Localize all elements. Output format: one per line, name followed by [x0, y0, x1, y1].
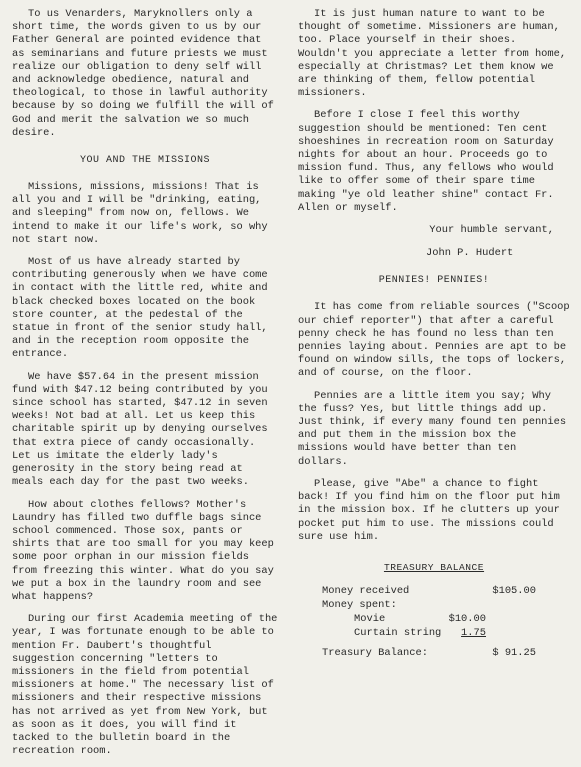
body-paragraph: How about clothes fellows? Mother's Laundry has filled two duffle bags since school commenced. Those sox, pants or shirts that are too small for you may keep some poor orphan in our mission fields from freezing this winter. What do you say we put a box in the laundry room and see what happens?	[12, 498, 274, 603]
treasury-balance-label: Treasury Balance:	[322, 646, 429, 659]
closing-line: Your humble servant,	[429, 224, 554, 237]
body-paragraph: We have $57.64 in the present mission fund with $47.12 being contributed by you since school has started, $47.12 in seven weeks! Not bad at all. Let us keep this charitable spirit up by denying ourselves that extra piece of candy occasionally. Let us imitate the elderly lady's generosity in the story being read at meals each day for the past two weeks.	[12, 370, 268, 489]
money-spent-label: Money spent:	[322, 598, 397, 611]
pennies-heading: PENNIES! PENNIES!	[378, 275, 490, 287]
curtain-value: 1.75	[461, 626, 486, 639]
money-received-value: $105.00	[492, 584, 536, 597]
right-column	[298, 8, 570, 661]
treasury-balance-value: $ 91.25	[492, 646, 536, 659]
treasury-row-received	[298, 585, 570, 599]
section-heading: YOU AND THE MISSIONS	[79, 155, 211, 167]
pennies-paragraph: Please, give "Abe" a chance to fight back! If you find him on the floor put him in the mission box. If he clutters up your pocket put him to use. The missions could sure use him.	[298, 477, 560, 543]
curtain-label: Curtain string	[354, 626, 442, 639]
pennies-paragraph: It has come from reliable sources ("Scoop our chief reporter") that after a careful penny check he has found no less than ten pennies laying about. Pennies are apt to be found on window sills, the tops of lockers, and of course, on the floor.	[298, 301, 570, 380]
body-paragraph: Most of us have already started by contributing generously when we have come in contact with the little red, white and black checked boxes located on the book store counter, at the pedestal of the statue in front of the senior study hall, and in the reception room opposite the entrance.	[12, 256, 268, 361]
body-paragraph: During our first Academia meeting of the year, I was fortunate enough to be able to mention Fr. Daubert's thoughtful suggestion concerning "letters to missioners in the field from potential missioners at home." The necessary list of missioners and their respective missions has not arrived as yet from New York, but as soon as it does, you will find it tacked to the bulletin board in the recreation room.	[12, 613, 278, 758]
movie-label: Movie	[354, 612, 386, 625]
treasury-row-spent	[298, 599, 570, 613]
treasury-row-balance	[298, 647, 570, 661]
pennies-paragraph: Pennies are a little item you say; Why the fuss? Yes, but little things add up. Just think, if every many found ten pennies and put them in the mission box the missions would have better than ten dollars.	[298, 389, 567, 468]
body-paragraph: Missions, missions, missions! That is all you and I will be "drinking, eating, and sleeping" from now on, fellows. We intend to make it our life's work, so why not start now.	[12, 181, 268, 246]
letter-paragraph: It is just human nature to want to be thought of sometime. Missioners are human, too. Place yourself in their shoes. Wouldn't you appreciate a letter from home, especially at Christmas? Let them know we are thinking of them, fellow potential missioners.	[298, 8, 567, 100]
treasury-title: TREASURY BALANCE	[383, 561, 485, 573]
signature-name: John P. Hudert	[426, 247, 514, 260]
movie-value: $10.00	[448, 612, 486, 625]
treasury-row-curtain	[298, 627, 570, 641]
left-column	[12, 8, 278, 767]
intro-paragraph: To us Venarders, Maryknollers only a short time, the words given to us by our Father General are pointed evidence that as seminarians and future priests we must realize our obligation to deny self will and acknowledge obedience, natural and theological, to those in lawful authority because by so doing we fulfill the will of God and merit the salvation we so much desire.	[12, 8, 274, 139]
treasury-row-movie	[298, 613, 570, 627]
money-received-label: Money received	[322, 584, 410, 597]
letter-paragraph: Before I close I feel this worthy suggestion should be mentioned: Ten cent shoeshines in recreation room on Saturday nights for about an hour. Proceeds go to mission fund. Thus, any fellows who would like to offer some of their spare time making "ye old leather shine" contact Fr. Allen or myself.	[298, 109, 554, 214]
